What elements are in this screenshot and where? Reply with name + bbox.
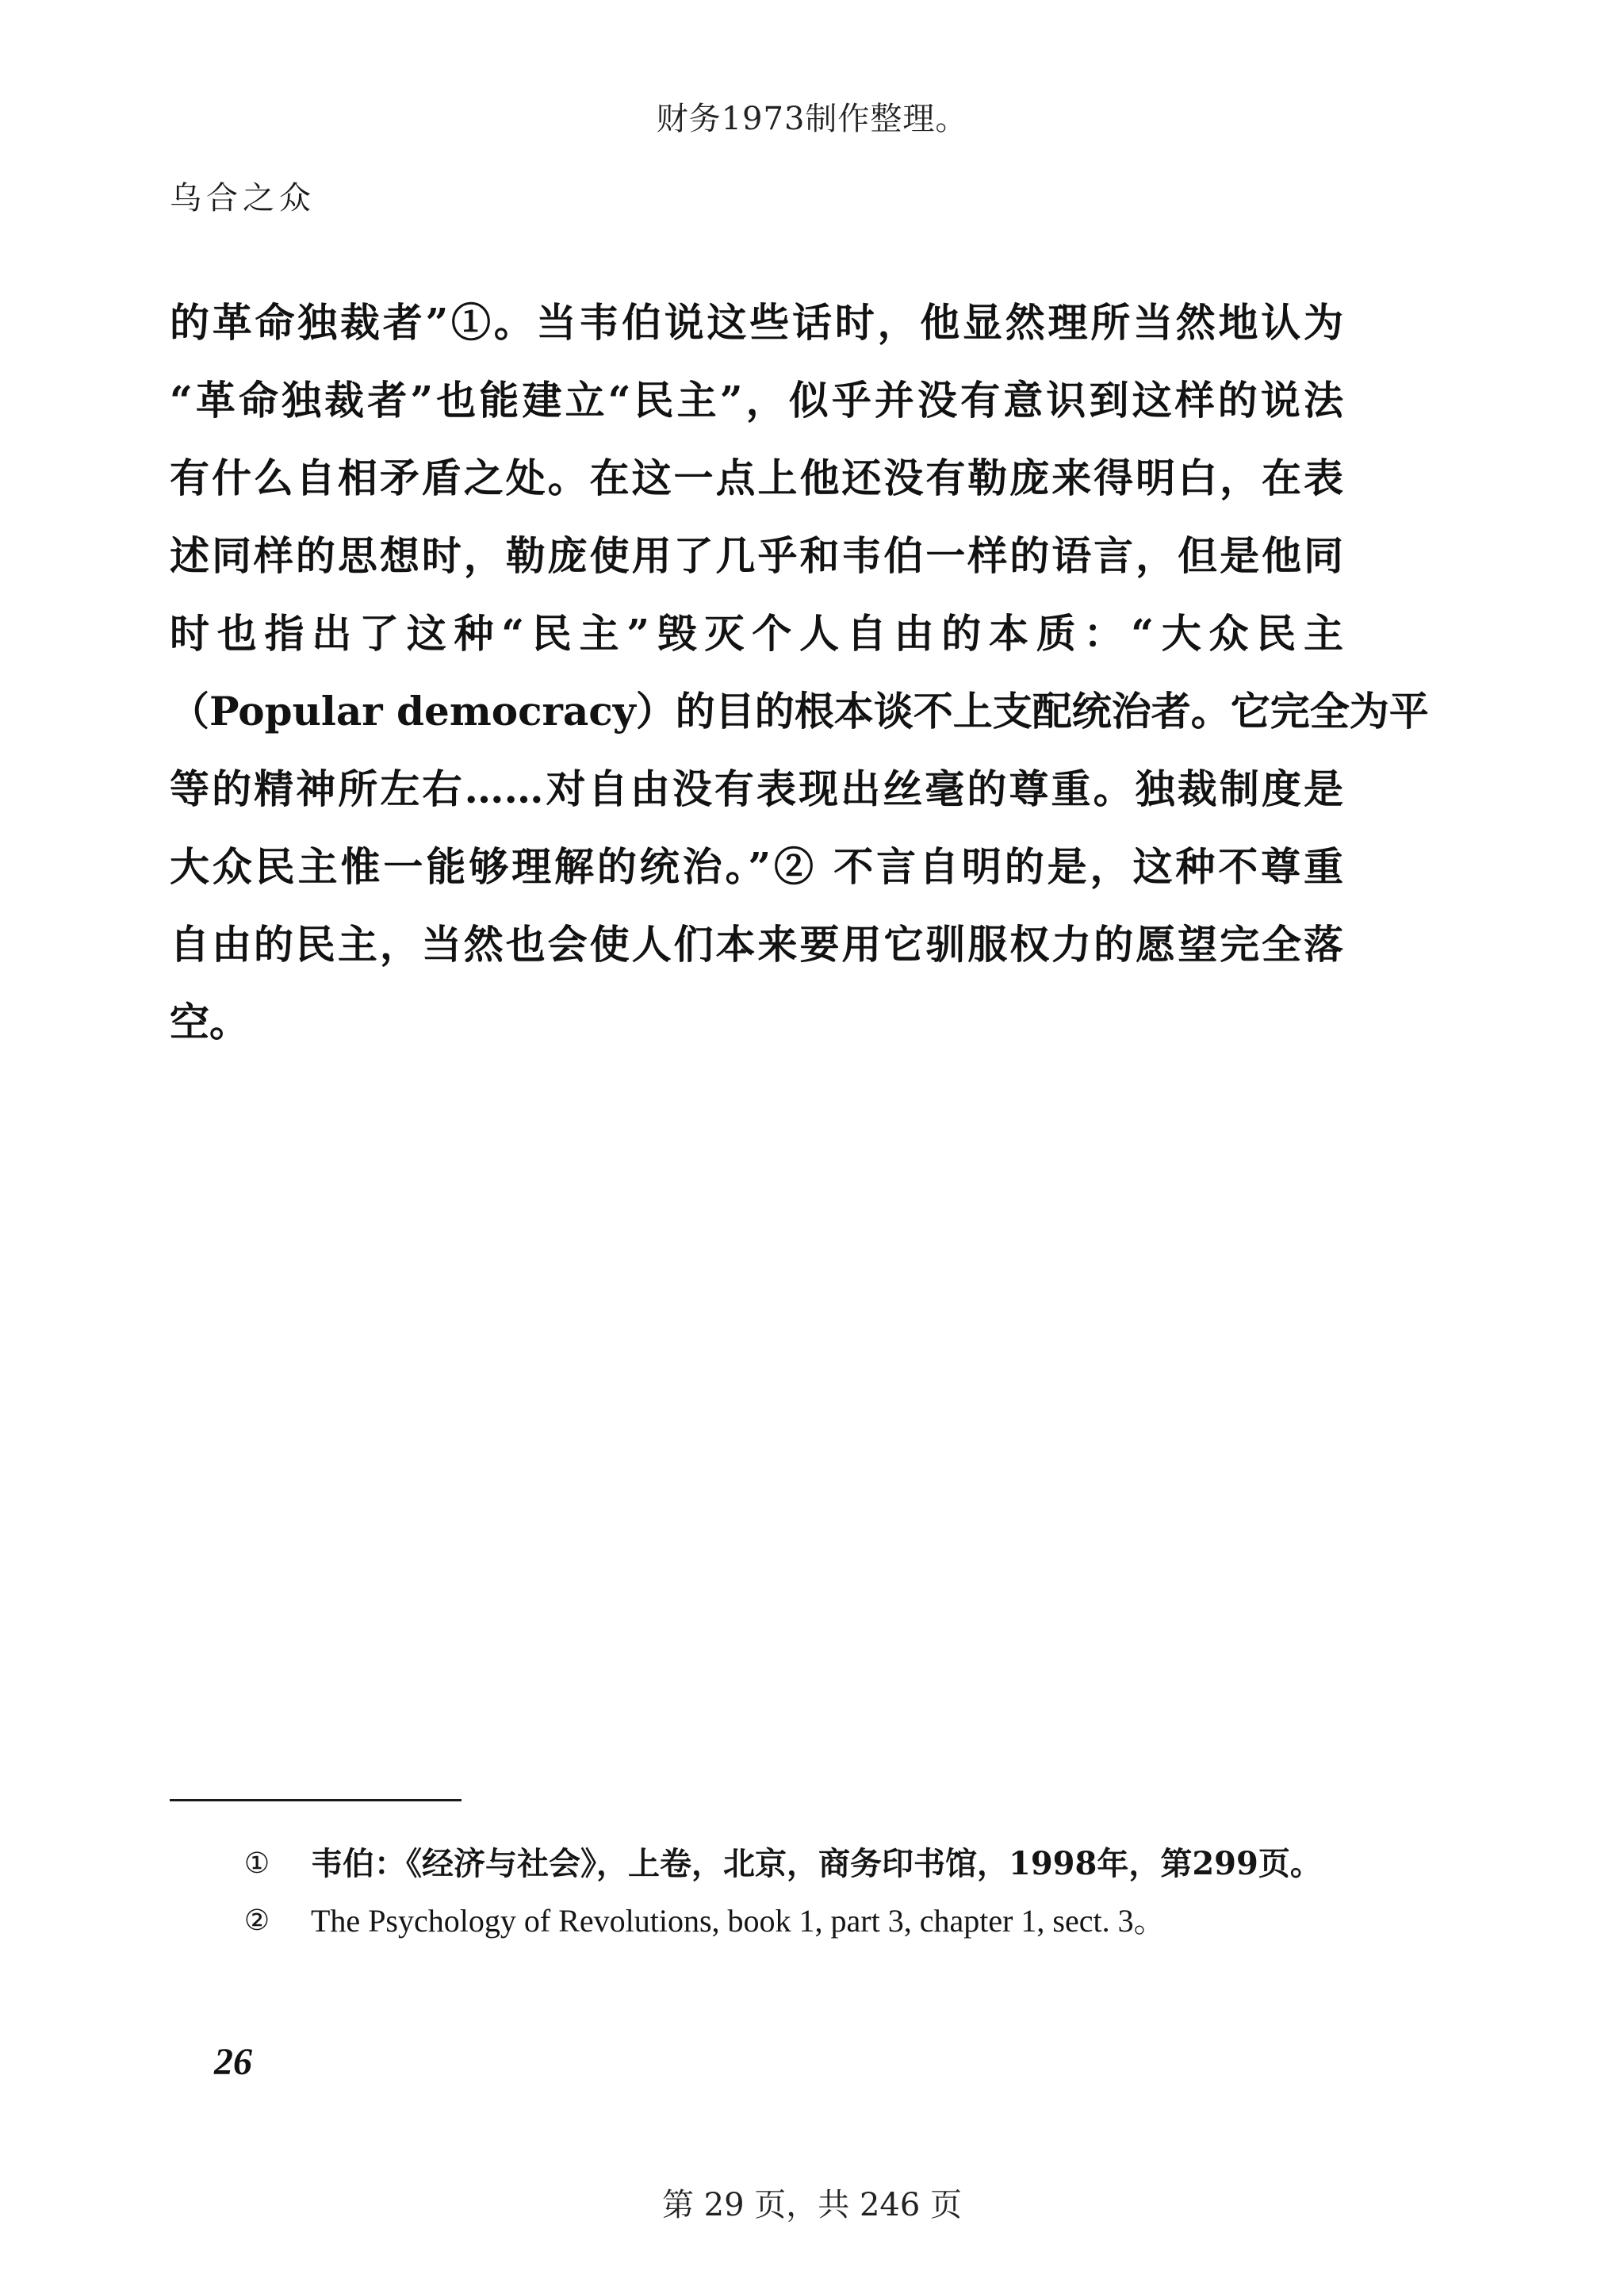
body-line: （Popular democracy）的目的根本谈不上支配统治者。它完全为平 xyxy=(170,688,1429,735)
footnote-text: The Psychology of Revolutions, book 1, part 3, chapter 1, sect. 3。 xyxy=(311,1903,1166,1939)
body-line: 的革命独裁者”①。当韦伯说这些话时，他显然理所当然地认为 xyxy=(170,299,1343,346)
footnote-text: 韦伯：《经济与社会》，上卷，北京，商务印书馆，1998年，第299页。 xyxy=(311,1845,1322,1882)
footnotes xyxy=(170,1839,1343,1953)
footnote-marker: ② xyxy=(243,1904,270,1937)
body-line: 等的精神所左右……对自由没有表现出丝毫的尊重。独裁制度是 xyxy=(170,765,1343,812)
body-text xyxy=(170,284,1429,1061)
body-line: 有什么自相矛盾之处。在这一点上他还没有勒庞来得明白，在表 xyxy=(170,455,1343,501)
footnote-divider xyxy=(170,1799,462,1801)
footnote-marker: ① xyxy=(243,1847,270,1880)
body-line: 大众民主惟一能够理解的统治。”② 不言自明的是，这种不尊重 xyxy=(170,843,1343,890)
body-line: 时也指出了这种“民主”毁灭个人自由的本质：“大众民主 xyxy=(170,610,1343,657)
body-line: 空。 xyxy=(170,999,249,1045)
book-page-number: 26 xyxy=(214,2041,252,2083)
body-line: 自由的民主，当然也会使人们本来要用它驯服权力的愿望完全落 xyxy=(170,921,1343,968)
running-head: 乌合之众 xyxy=(170,180,316,217)
header-note: 财务1973制作整理。 xyxy=(656,101,968,137)
footnote-item xyxy=(170,1896,1343,1947)
footnote-item xyxy=(170,1839,1343,1889)
pdf-page-indicator: 第 29 页，共 246 页 xyxy=(661,2187,963,2223)
body-line: 述同样的思想时，勒庞使用了几乎和韦伯一样的语言，但是他同 xyxy=(170,532,1343,579)
body-line: “革命独裁者”也能建立“民主”，似乎并没有意识到这样的说法 xyxy=(170,377,1343,424)
